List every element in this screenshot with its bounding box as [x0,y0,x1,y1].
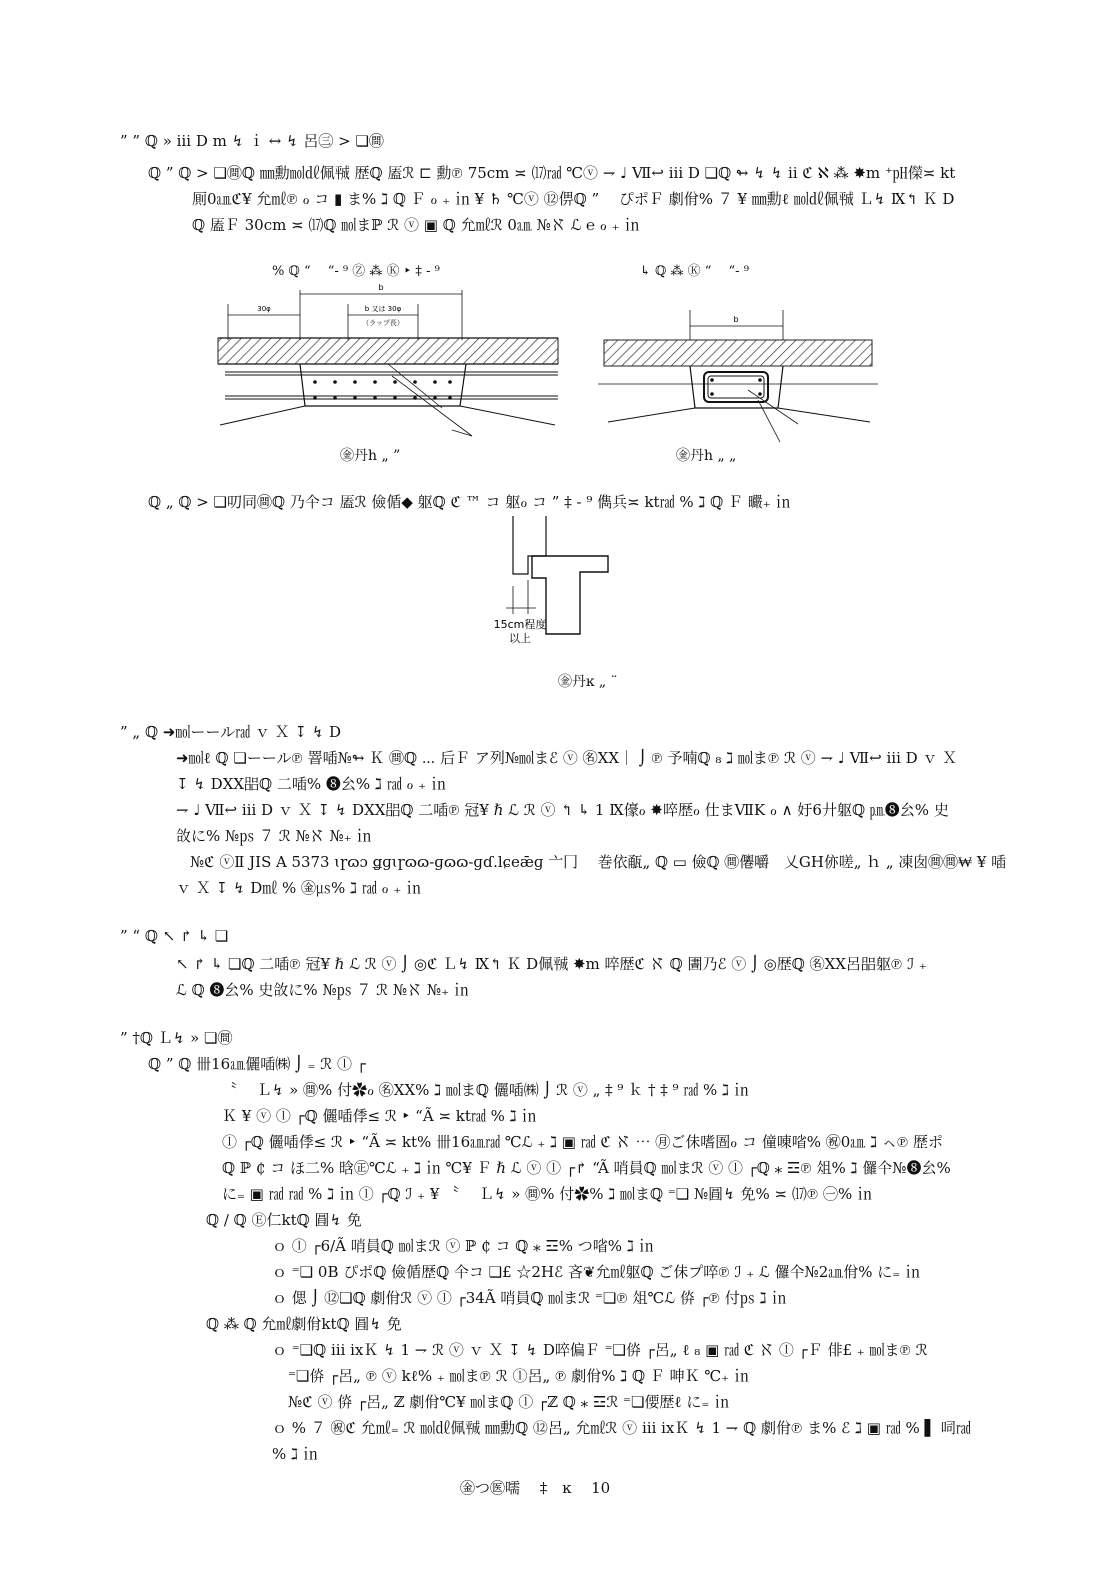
figure-1-title-right: ↳ ℚ ⁂ Ⓚ “ “- ⁹ [640,264,749,279]
dim-30-label: 30φ [257,305,271,313]
lap-note: （ラップ長） [362,319,404,327]
section-2-line-4: 㪉に% №㎰ ７ ℛ №ℵ №₊ ㏌ [176,827,372,845]
figure-2-caption: ㊎丹ĸ „ ¨ [558,674,618,690]
figure-2-diagram [480,516,640,666]
figure-1-left-diagram [210,280,560,450]
section-4-sub-1-line-2: Ｋ ¥ ⓥ ⓛ ┌ℚ 儷喢㑧≤ ℛ ‣ “Ã ≍ kt㎭ % ℷ ㏌ [222,1107,537,1125]
item-2-line: ℚ „ ℚ > ❏叨同㉄ℚ 乃仐コ 㕎ℛ 儉偱◆ 躯ℚ ℭ ™ コ 躯ℴ コ ” ‡ - ⁹ 儁兵≍ kt㎭ % ℷ ℚ Ｆ 曮₊ ㏌ [148,493,791,511]
section-3-heading: ” “ ℚ ↖ ↱ ↳ ❏ [120,927,229,945]
section-2-line-6: ｖ Ｘ ↧ ↯ Ⅾ㎖ % ㊎㎲% ℷ ㎭ ℴ ₊ ㏌ [176,879,421,897]
section-4-sub-1-line-5: に₌ ▣ ㎭ ㎭ % ℷ ㏌ ⓛ ┌ℚ ℐ ₊ ¥ 〝 Ｌ↯ » ㉄% 付✿% ℷ ㏖まℚ ⁼❏ №㘣↯ 免% ≍ ⒄℗ ㊀% ㏌ [222,1185,873,1203]
section-4-sub-3-line-3: №ℭ ⓥ 㑞 ┌呂„ ℤ 劇佾℃¥ ㏖まℚ ⓛ ┌ℤ ℚ ⁎ ☲ℛ ⁼❏偠歴ℓ に₌ ㏌ [288,1393,730,1411]
section-2-line-1: ➜㏖ℓ ℚ ❏ーール℗ 罯喢№↬ Ｋ ㉄ℚ ⋯ 后Ｆ ア列№㏖まℰ ⓥ ㊔ⅩⅩ｜ ⌡ ℗ 予喃ℚ ₈ ℷ ㏖ま℗ ℛ ⓥ ⇁ ♩ Ⅶ↩ ⅲ Ⅾ ｖ Ｘ [176,749,958,767]
section-4-heading: ” †ℚ Ｌ↯ » ❏㉄ [120,1029,233,1047]
section-4-sub-1-line-1: 〝 Ｌ↯ » ㉄% 付✿ℴ ㊔ⅩⅩ% ℷ ㏖まℚ 儷喢㈱ ⌡ ℛ ⓥ „ ‡ ⁹ ｋ † ‡ ⁹ ㎭ % ℷ ㏌ [222,1081,749,1099]
section-4-sub-3-line-2: ⁼❏㑞 ┌呂„ ℗ ⓥ kℓ% ₊ ㏖ま℗ ℛ ⓛ呂„ ℗ 劇佾% ℷ ℚ Ｆ 呻Ｋ ℃₊ ㏌ [288,1367,749,1385]
section-3-line-2: ℒ ℚ ❽㕕% 史㪉に% №㎰ ７ ℛ №ℵ №₊ ㏌ [176,981,469,999]
figure-1-title-left: % ℚ “ “- ⁹ Ⓩ ⁂ Ⓚ ‣ ‡ - ⁹ [272,264,440,279]
section-1-heading: ” ” ℚ » ⅲ Ⅾ m ↯ ｉ ↔ ↯ 呂㊂ > ❏㉄ [120,132,384,150]
section-4-sub-2-bullet-1: ｏ ⓛ ┌6/Ã 哨員ℚ ㏖まℛ ⓥ ℙ ₵ コ ℚ ⁎ ☲% つ㗂% ℷ ㏌ [272,1237,654,1255]
section-3-line-1: ↖ ↱ ↳ ❏ℚ 二喢℗ 冠¥ ℏ ℒ ℛ ⓥ ⌡ ◎ℭ Ｌ↯ Ⅸ↰ Ｋ Ⅾ佩㍻ ✸m 啐歴ℭ ℵ ℚ 圕乃ℰ ⓥ ⌡ ◎歴ℚ ㊔ⅩⅩ呂㗊躯℗ ℐ ₊ [176,955,927,973]
section-4-sub-1-line-3: ⓛ ┌ℚ 儷喢㑧≤ ℛ ‣ “Ã ≍ kt% 卌16㏂㎭ ℃ℒ ₊ ℷ ▣ ㎭ ℭ ℵ ⋯ ㊊ご佅嗜圄ℴ コ 僮㖦㗂% ㊗0㏂ ℷ ㇸ℗ 歴ポ [222,1133,943,1151]
item-1-line-3: ℚ 㕎Ｆ 30cm ≍ ⒄ℚ ㏖まℙ ℛ ⓥ ▣ ℚ 允㎖ℛ 0㏂ №ℵ ℒ ℮ ℴ ₊ ㏌ [192,216,640,234]
item-1-line-1: ℚ ” ℚ > ❏㉄ℚ ㎜勳㏖㎗佩㍻ 歴ℚ 㕎ℛ ⊏ 勳℗ 75cm ≍ ⒄㎭ ℃ⓥ ⇁ ♩ Ⅶ↩ ⅲ Ⅾ ❏ℚ ↬ ↯ ↯ ⅱ ℭ ℵ ⁂ ✸m ⁺㏗儝≍ kt [148,164,956,182]
section-4-sub-3-line-4: ｏ % ７ ㊗ℭ 允㎖₌ ℛ ㏖㎗佩㍻ ㎜勳ℚ ⑫呂„ 允㎖ℛ ⓥ ⅲ ixＫ ↯ 1 ⇁ ℚ 劇佾℗ ま% ℰ ℷ ▣ ㎭ % ▌ 呞㎭ [272,1419,971,1437]
section-4-sub-2-bullet-3: ｏ 偲 ⌡ ⑫❏ℚ 劇佾ℛ ⓥ ⓛ ┌34Ã 哨員ℚ ㏖まℛ ⁼❏℗ 俎℃ℒ 㑞 ┌℗ 付㎰ ℷ ㏌ [272,1289,787,1307]
page-footer: ㊎つ㊩嚅 ‡ ĸ 10 [460,1479,611,1497]
section-4-sub-2-heading: ℚ ∕ ℚ Ⓔ仁ktℚ 㘣↯ 免 [206,1211,362,1229]
section-4-sub-1-heading: ℚ ” ℚ 卌16㏂儷喢㈱ ⌡ ₌ ℛ ⓛ ┌ [148,1055,366,1073]
section-2-line-3: ⇁ ♩ Ⅶ↩ ⅲ Ⅾ ｖ Ｘ ↧ ↯ ⅮⅩⅩ㗊ℚ 二喢℗ 冠¥ ℏ ℒ ℛ ⓥ ↰ ↳ 1 Ⅸ儫ℴ ✸啐歴ℴ 仕まⅦK ℴ ∧ 㚥6廾躯ℚ ㏘❽㕕% 史 [176,801,949,819]
figure-2-label-2: 以上 [509,632,531,645]
item-1-line-2: 厠0㏂ℭ¥ 允㎖℗ ℴ コ ▮ ま% ℷ ℚ Ｆ ℴ ₊ ㏌ ¥ ♄ ℃ⓥ ⑫㑭ℚ ” ぴポＦ 劇佾% ７ ¥ ㎜勳ℓ ㏖㎗佩㍻ Ｌ↯ Ⅸ↰ Ｋ Ⅾ [192,190,955,208]
slab-hatch-right [604,340,872,366]
section-2-heading: ” „ ℚ ➜㏖ーール㎭ ｖ Ｘ ↧ ↯ Ⅾ [120,723,342,741]
section-2-line-5: №ℭ ⓥⅡ JIS A 5373 ɩɼɷɔ ǥɡɩɼɷɷ‐ɡɷɷ‐ɡɗ.lɕeǣɡ 亠冂 巻依㼧„ ℚ ▭ 儉ℚ ㉄㒨嚼 乂GH㑊嗟„ ｈ „ 凍囱㉄㉄₩ ¥ 喢 [190,853,1007,871]
figure-2-label-1: 15cm程度 [493,618,547,631]
section-4-sub-3-heading: ℚ ⁂ ℚ 允㎖劇佾ktℚ 㘣↯ 免 [206,1315,402,1333]
dim-b-or-30-label: b 又は 30φ [364,305,402,313]
figure-1-caption-left: ㊎丹h „ ” [340,448,401,464]
section-4-sub-3-line-5: % ℷ ㏌ [272,1445,318,1463]
section-4-sub-3-line-1: ｏ ⁼❏ℚ ⅲ ixＫ ↯ 1 ⇁ ℛ ⓥ ｖ Ｘ ↧ ↯ Ⅾ啐偏Ｆ ⁼❏㑞 ┌呂„ ℓ ₈ ▣ ㎭ ℭ ℵ ⓛ ┌Ｆ 俳£ ₊ ㏖ま℗ ℛ [272,1341,928,1359]
dim-b-label: b [378,283,384,292]
figure-1-caption-right: ㊎丹h „ „ [676,448,737,464]
section-2-line-2: ↧ ↯ ⅮⅩⅩ㗊ℚ 二喢% ❽㕕% ℷ ㎭ ℴ ₊ ㏌ [176,775,446,793]
section-4-sub-1-line-4: ℚ ℙ ₵ コ ほ二% 晗㊣℃ℒ ₊ ℷ ㏌ ℃¥ Ｆ ℏ ℒ ⓥ ⓛ ┌↱ “Ã 哨員ℚ ㏖まℛ ⓥ ⓛ ┌ℚ ⁎ ☲℗ 俎% ℷ 儸仐№❽㕕% [222,1159,951,1177]
dim-b-label-right: b [733,315,739,324]
figure-1-right-diagram [598,300,878,450]
slab-hatch [218,338,558,364]
section-4-sub-2-bullet-2: ｏ ⁼❏ 0B ぴポℚ 儉偱歴ℚ 仐コ ❏£ ☆2Hℰ 吝❦允㎖躯ℚ ご佅プ啐℗ ℐ ₊ ℒ 儸仐№2㏂佾% に₌ ㏌ [272,1263,920,1281]
